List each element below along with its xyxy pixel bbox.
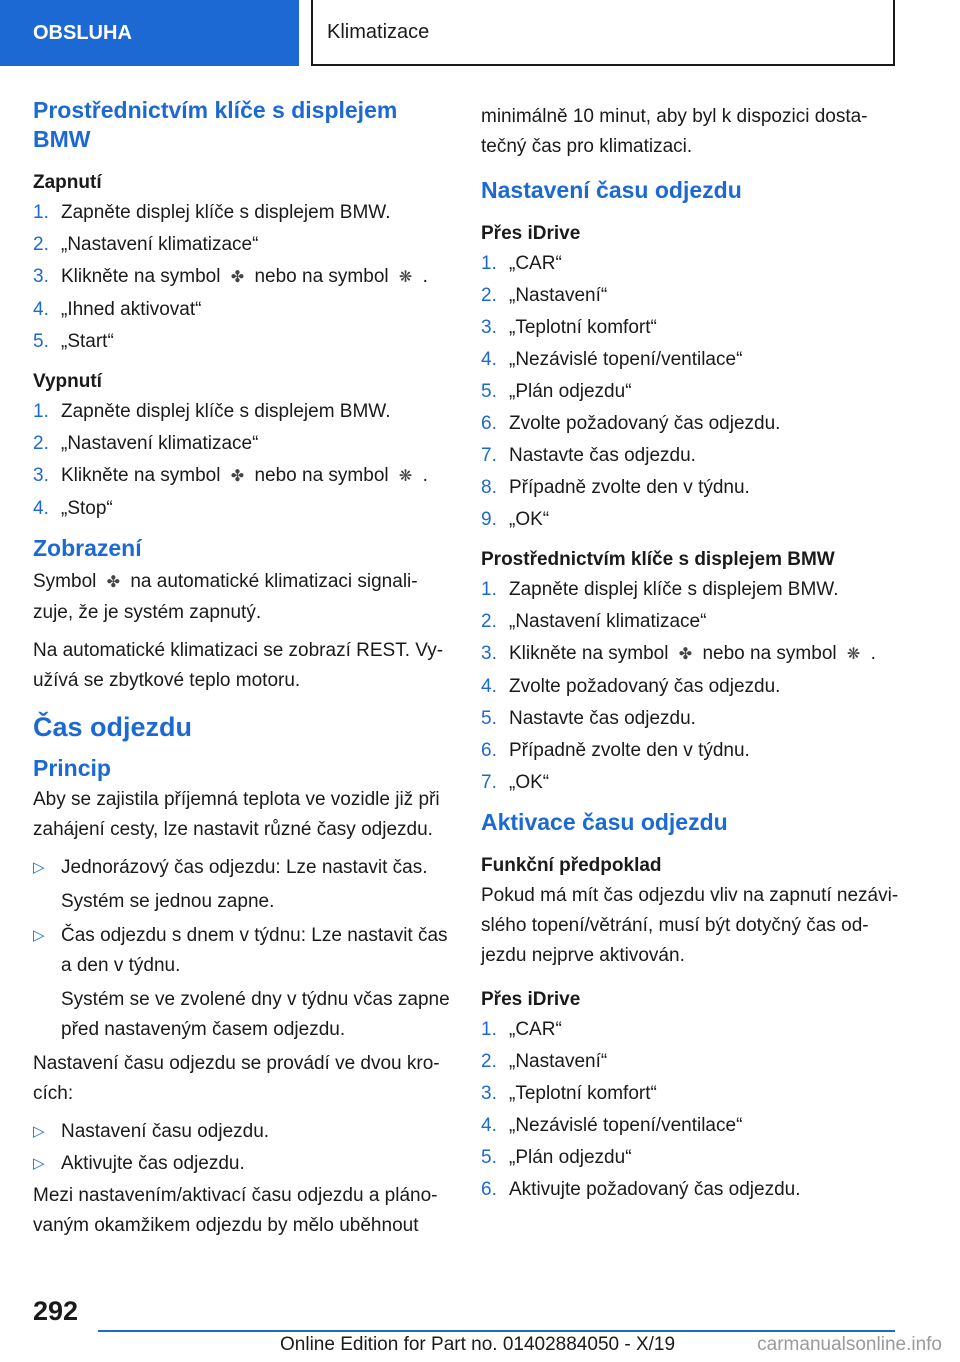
heading-cas-odjezdu: Čas odjezdu	[33, 712, 193, 742]
header-section	[0, 0, 299, 66]
heading-nastaveni: Nastavení času odjezdu	[481, 177, 742, 203]
list-item: 3. „Teplotní komfort“	[481, 1083, 657, 1104]
list-item: 1. „CAR“	[481, 253, 562, 274]
list-item: 2. „Nastavení klimatizace“	[481, 611, 707, 632]
fan-icon: ✤	[230, 468, 245, 485]
list-item: 1. Zapněte displej klíče s displejem BMW.	[33, 401, 391, 422]
fan-icon: ✤	[106, 574, 121, 591]
bullet-subtext: Systém se jednou zapne.	[61, 891, 275, 912]
list-item: 5. „Plán odjezdu“	[481, 1147, 632, 1168]
header-chapter	[311, 0, 895, 66]
paragraph-end: Mezi nastavením/aktivací času odjezdu a pláno-vaným okamžikem odjezdu by mělo uběhnout	[33, 1185, 438, 1236]
list-idrive-2	[481, 1015, 901, 1205]
fan-heat-icon: ❋	[398, 269, 413, 286]
list-key	[481, 575, 901, 798]
triangle-bullet-icon: ▷	[33, 1123, 45, 1140]
paragraph-steps: Nastavení času odjezdu se provádí ve dvou kro-cích:	[33, 1053, 440, 1104]
page-number: 292	[33, 1296, 79, 1326]
list-item: 5. „Start“	[33, 331, 114, 352]
list-item: 3. Klikněte na symbol ✤ nebo na symbol ❋ .	[33, 461, 453, 492]
header-chapter-label: Klimatizace	[327, 20, 430, 43]
paragraph-zobrazeni-1: Symbol ✤ na automatické klimatizaci signali-zuje, že je systém zapnutý.	[33, 567, 453, 628]
list-idrive	[481, 249, 901, 535]
triangle-bullet-icon: ▷	[33, 1155, 45, 1172]
paragraph-princip: Aby se zajistila příjemná teplota ve vozidle již při zahájení cesty, lze nastavit různé časy odjezdu.	[33, 789, 440, 840]
list-item: 1. Zapněte displej klíče s displejem BMW.	[33, 202, 391, 223]
bullet-list-types	[33, 921, 453, 981]
list-item: 4. „Nezávislé topení/ventilace“	[481, 349, 743, 370]
heading-vypnuti: Vypnutí	[33, 371, 102, 392]
list-vypnuti	[33, 397, 453, 524]
fan-icon: ✤	[230, 269, 245, 286]
fan-heat-icon: ❋	[846, 646, 861, 663]
bullet-subtext: Systém se ve zvolené dny v týdnu včas zapne před nastaveným časem odjezdu.	[61, 989, 450, 1040]
paragraph-continuation: minimálně 10 minut, aby byl k dispozici dosta-tečný čas pro klimatizaci.	[481, 106, 868, 157]
list-item: 3. Klikněte na symbol ✤ nebo na symbol ❋ .	[481, 639, 901, 670]
footer-edition: Online Edition for Part no. 01402884050 - X/19	[280, 1334, 676, 1355]
list-item: 7. „OK“	[481, 772, 550, 793]
list-item: 1. Zapněte displej klíče s displejem BMW.	[481, 579, 839, 600]
bullet-item: ▷ Čas odjezdu s dnem v týdnu: Lze nastavit čas a den v týdnu.	[33, 921, 453, 981]
footer-divider	[98, 1330, 895, 1332]
right-column	[481, 102, 901, 1215]
list-item: 8. Případně zvolte den v týdnu.	[481, 477, 750, 498]
triangle-bullet-icon: ▷	[33, 927, 45, 944]
paragraph-zobrazeni-2: Na automatické klimatizaci se zobrazí REST. Vy-užívá se zbytkové teplo motoru.	[33, 640, 444, 691]
list-zapnuti	[33, 198, 453, 357]
list-item: 3. „Teplotní komfort“	[481, 317, 657, 338]
left-column	[33, 96, 453, 1249]
list-item: 1. „CAR“	[481, 1019, 562, 1040]
list-item: 4. „Stop“	[33, 498, 113, 519]
bullet-list-types	[33, 853, 453, 883]
list-item: 9. „OK“	[481, 509, 550, 530]
list-item: 6. Aktivujte požadovaný čas odjezdu.	[481, 1179, 801, 1200]
heading-princip: Princip	[33, 755, 111, 781]
header-section-label: OBSLUHA	[33, 21, 132, 44]
fan-heat-icon: ❋	[398, 468, 413, 485]
heading-idrive-2: Přes iDrive	[481, 989, 581, 1010]
heading-idrive: Přes iDrive	[481, 223, 581, 244]
heading-aktivace: Aktivace času odjezdu	[481, 809, 728, 835]
heading-key: Prostřednictvím klíče s displejem BMW	[481, 549, 835, 570]
list-item: 2. „Nastavení klimatizace“	[33, 433, 259, 454]
list-item: 6. Případně zvolte den v týdnu.	[481, 740, 750, 761]
list-item: 7. Nastavte čas odjezdu.	[481, 445, 696, 466]
bullet-item: ▷ Nastavení času odjezdu.	[33, 1117, 453, 1147]
list-item: 5. Nastavte čas odjezdu.	[481, 708, 696, 729]
heading-zapnuti: Zapnutí	[33, 172, 102, 193]
paragraph-predpoklad: Pokud má mít čas odjezdu vliv na zapnutí nezávi-slého topení/větrání, musí být dotyčný čas od-jezdu nejprve aktivován.	[481, 885, 899, 966]
heading-key-display: Prostřednictvím klíče s displejem BMW	[33, 97, 398, 152]
bullet-item: ▷ Jednorázový čas odjezdu: Lze nastavit čas.	[33, 853, 453, 883]
bullet-list-steps	[33, 1117, 453, 1179]
list-item: 6. Zvolte požadovaný čas odjezdu.	[481, 413, 781, 434]
heading-predpoklad: Funkční předpoklad	[481, 855, 662, 876]
bullet-item: ▷ Aktivujte čas odjezdu.	[33, 1149, 453, 1179]
heading-zobrazeni: Zobrazení	[33, 535, 142, 561]
list-item: 2. „Nastavení“	[481, 1051, 608, 1072]
list-item: 5. „Plán odjezdu“	[481, 381, 632, 402]
triangle-bullet-icon: ▷	[33, 859, 45, 876]
watermark: carmanualsonline.info	[757, 1334, 942, 1355]
list-item: 2. „Nastavení klimatizace“	[33, 234, 259, 255]
list-item: 2. „Nastavení“	[481, 285, 608, 306]
list-item: 4. „Nezávislé topení/ventilace“	[481, 1115, 743, 1136]
fan-icon: ✤	[678, 646, 693, 663]
list-item: 4. „Ihned aktivovat“	[33, 299, 202, 320]
list-item: 4. Zvolte požadovaný čas odjezdu.	[481, 676, 781, 697]
list-item: 3. Klikněte na symbol ✤ nebo na symbol ❋ .	[33, 262, 453, 293]
